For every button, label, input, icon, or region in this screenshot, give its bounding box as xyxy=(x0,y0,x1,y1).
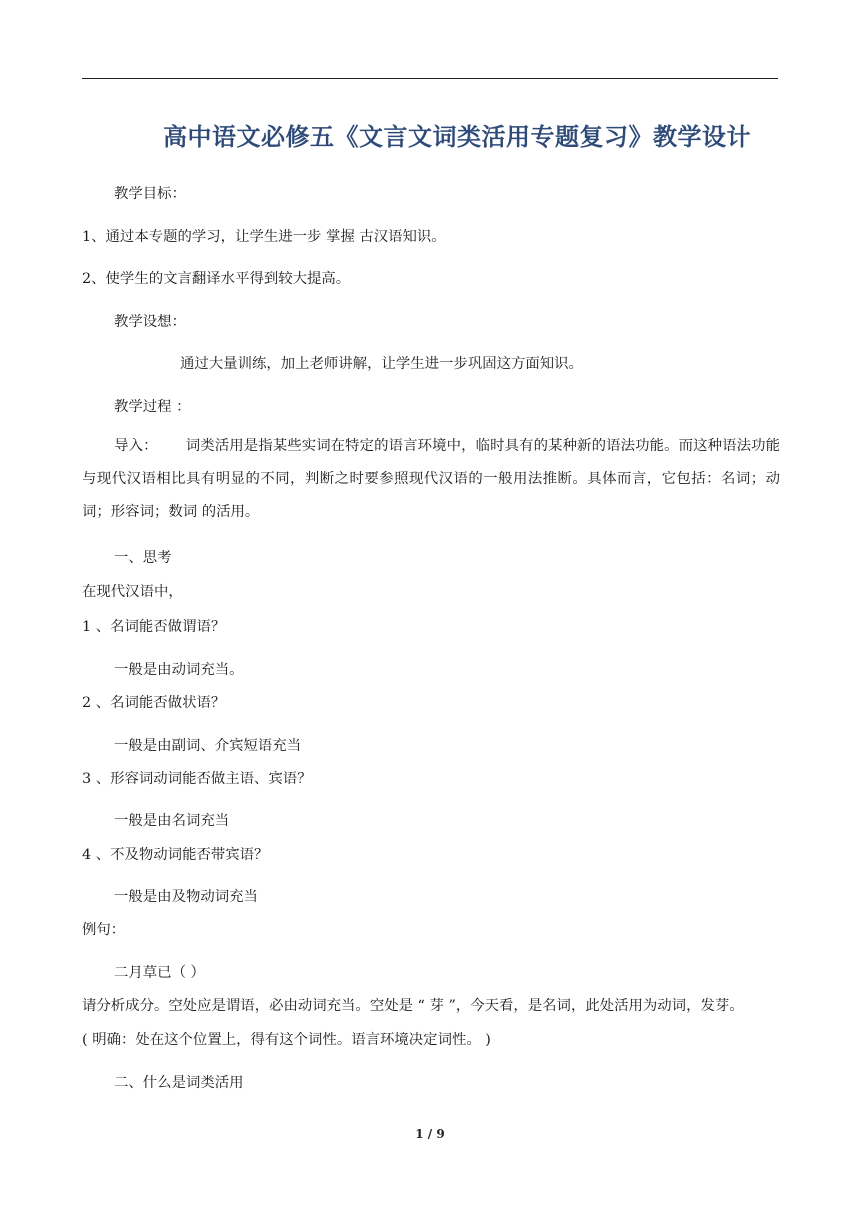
page-number: 1 / 9 xyxy=(415,1127,445,1141)
question-1: 1 、名词能否做谓语？ xyxy=(82,619,226,635)
question-2: 2 、名词能否做状语？ xyxy=(82,695,226,711)
example-label: 例句： xyxy=(82,922,126,938)
question-3: 3 、形容词动词能否做主语、宾语？ xyxy=(82,771,312,787)
idea-text: 通过大量训练，加上老师讲解，让学生进一步巩固这方面知识。 xyxy=(180,356,583,372)
answer-1: 一般是由动词充当。 xyxy=(114,662,244,678)
section-1-heading: 一、思考 xyxy=(114,550,172,566)
intro-paragraph xyxy=(82,430,780,529)
intro-text: 词类活用是指某些实词在特定的语言环境中，临时具有的某种新的语法功能。而这种语法功能与现代汉语相比具有明显的不同，判断之时要参照现代汉语的一般用法推断。具体而言，它包括：名词；动词；形容词；数词 的活用。 xyxy=(82,438,780,520)
answer-2: 一般是由副词、介宾短语充当 xyxy=(114,738,302,754)
goals-heading: 教学目标： xyxy=(114,186,186,202)
header-rule xyxy=(82,78,778,79)
document-title: 高中语文必修五《文言文词类活用专题复习》教学设计 xyxy=(163,122,751,151)
example-sentence: 二月草已（ ） xyxy=(114,965,205,981)
intro-label: 导入： xyxy=(114,438,158,454)
section-2-heading: 二、什么是词类活用 xyxy=(114,1075,244,1091)
process-heading: 教学过程 ： xyxy=(114,399,191,415)
goal-2: 2、使学生的文言翻译水平得到较大提高。 xyxy=(82,271,351,287)
question-4: 4 、不及物动词能否带宾语？ xyxy=(82,847,269,863)
answer-3: 一般是由名词充当 xyxy=(114,813,230,829)
modern-intro: 在现代汉语中， xyxy=(82,584,183,600)
idea-heading: 教学设想： xyxy=(114,314,186,330)
analysis-line-2: ( 明确：处在这个位置上，得有这个词性。语言环境决定词性。 ) xyxy=(82,1032,491,1048)
answer-4: 一般是由及物动词充当 xyxy=(114,889,258,905)
goal-1: 1、通过本专题的学习，让学生进一步 掌握 古汉语知识。 xyxy=(82,229,446,245)
analysis-line-1: 请分析成分。空处应是谓语，必由动词充当。空处是 “ 芽 ”，今天看，是名词，此处活用为动词，发芽。 xyxy=(82,998,744,1014)
